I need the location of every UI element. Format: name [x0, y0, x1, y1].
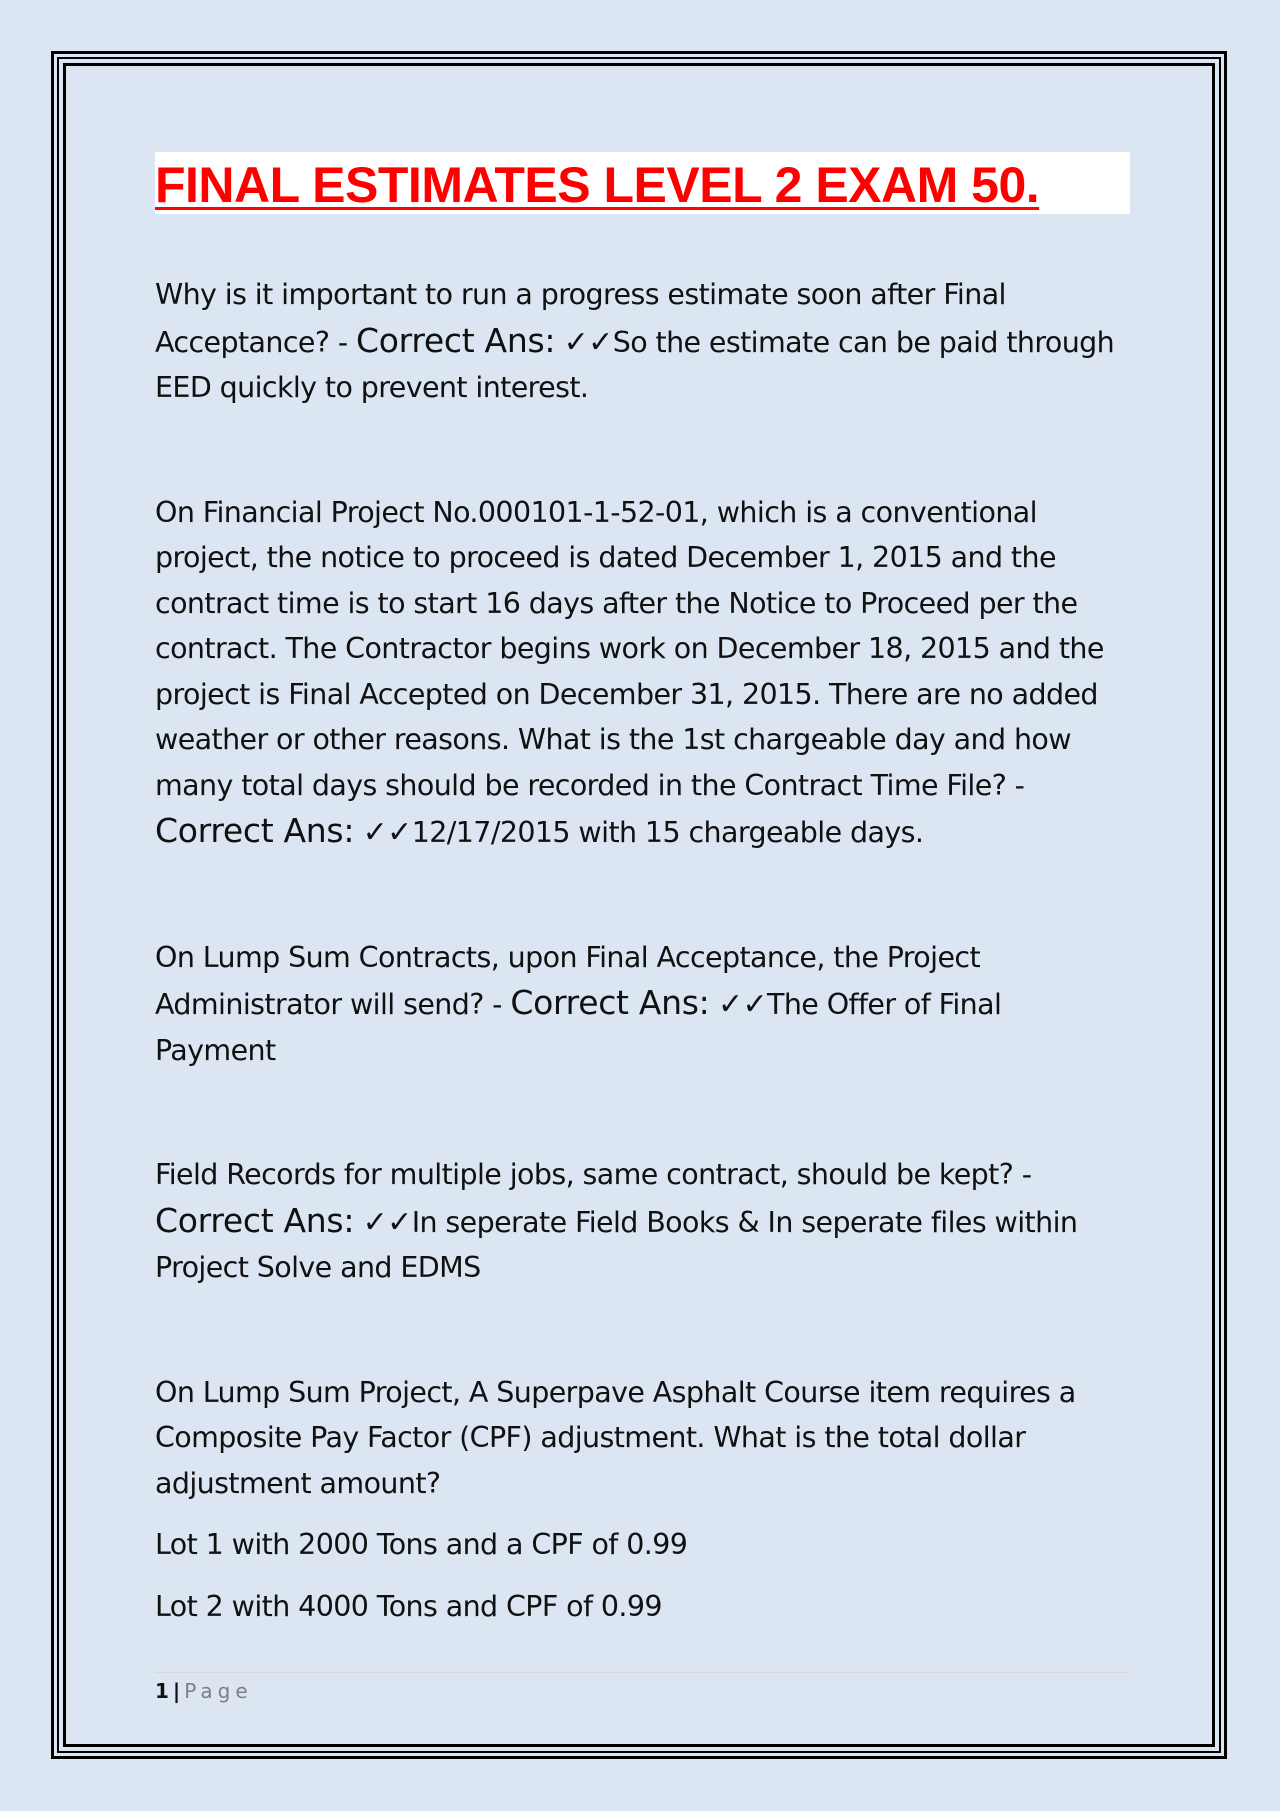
question-text: On Lump Sum Contracts, upon Final Acceptance, the Project Administrator will send? -: [155, 940, 981, 1021]
answer-label: Correct Ans:: [155, 1200, 355, 1240]
double-check-icon: ✓✓: [362, 815, 412, 850]
lot-line: Lot 2 with 4000 Tons and CPF of 0.99: [155, 1589, 662, 1623]
answer-text: In seperate Field Books & In seperate files within Project Solve and EDMS: [155, 1205, 1078, 1284]
page-title: FINAL ESTIMATES LEVEL 2 EXAM 50.: [155, 157, 1040, 213]
answer-label: Correct Ans:: [510, 983, 710, 1022]
page-separator: |: [172, 1679, 181, 1703]
answer-text: The Offer of Final Payment: [155, 988, 1002, 1067]
title-banner: [155, 152, 1130, 214]
question-text: Why is it important to run a progress estimate soon after Final Acceptance? -: [155, 278, 1006, 359]
question-block: [155, 1370, 1130, 1507]
page-footer: [155, 1672, 1130, 1703]
lot-line: Lot 1 with 2000 Tons and a CPF of 0.99: [155, 1528, 688, 1561]
question-text: On Financial Project No.000101-1-52-01, which is a conventional project, the notice to proceed is dated December 1, 2015 and the contract time is to start 16 days after the Notice to Proceed per the contract. The Contractor begins work on December 18, 2015 and the project is Final Accepted on December 31, 2015. There are no added weather or other reasons. What is the 1st chargeable day and how many total days should be recorded in the Contract Time File? -: [155, 495, 1104, 802]
question-block: [155, 490, 1130, 856]
document-body: [155, 152, 1130, 1629]
question-text: Field Records for multiple jobs, same contract, should be kept? -: [155, 1158, 1032, 1191]
answer-label: Correct Ans:: [155, 811, 355, 850]
question-block: [155, 1152, 1130, 1291]
answer-text: So the estimate can be paid through EED quickly to prevent interest.: [155, 325, 1115, 404]
question-block: [155, 272, 1130, 411]
page-label: Page: [184, 1679, 253, 1703]
double-check-icon: ✓✓: [362, 1204, 412, 1240]
question-block: [155, 935, 1130, 1074]
page-number: 1: [155, 1679, 169, 1703]
double-check-icon: ✓✓: [563, 324, 613, 360]
answer-text: 12/17/2015 with 15 chargeable days.: [411, 816, 924, 849]
answer-label: Correct Ans:: [356, 320, 556, 360]
double-check-icon: ✓✓: [717, 987, 768, 1022]
question-text: On Lump Sum Project, A Superpave Asphalt Course item requires a Composite Pay Factor (CPF) adjustment. What is the total dollar adjustment amount?: [155, 1375, 1076, 1500]
